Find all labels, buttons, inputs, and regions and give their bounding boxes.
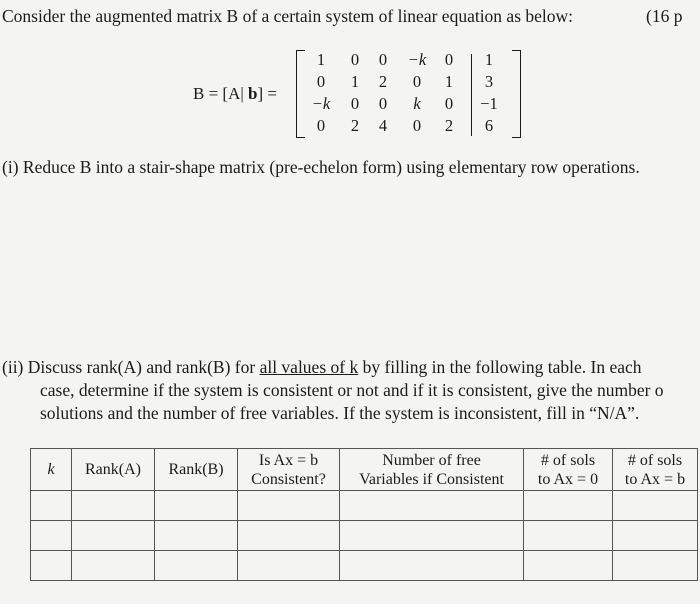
- matrix-entry: −1: [480, 94, 498, 113]
- part-ii-line-3: solutions and the number of free variables. If the system is inconsistent, fill in “N/A”.: [40, 403, 640, 423]
- matrix-entry: −k: [407, 50, 427, 69]
- table-cell[interactable]: [72, 551, 155, 581]
- table-cell[interactable]: [613, 551, 698, 581]
- header-free-vars-line-2: Variables if Consistent: [359, 470, 504, 488]
- header-free-vars-line-1: Number of free: [382, 451, 481, 469]
- part-ii-underlined: all values of k: [259, 357, 359, 377]
- matrix-entry: 0: [316, 116, 326, 135]
- points-label: (16 p: [646, 6, 683, 26]
- header-sols-ax0-line-1: # of sols: [540, 451, 596, 469]
- table-cell[interactable]: [340, 551, 524, 581]
- table-row: [31, 491, 698, 521]
- matrix-entry: 0: [412, 116, 422, 135]
- matrix-lhs-b: b: [248, 84, 258, 103]
- table-cell[interactable]: [340, 491, 524, 521]
- header-consistent: [238, 449, 340, 491]
- header-consistent-line-2: Consistent?: [251, 470, 326, 488]
- table-cell[interactable]: [72, 521, 155, 551]
- table-cell[interactable]: [155, 521, 238, 551]
- matrix-entry: 0: [350, 50, 360, 69]
- matrix-entry: 0: [412, 72, 422, 91]
- table-cell[interactable]: [238, 551, 340, 581]
- table-cell[interactable]: [524, 521, 613, 551]
- matrix-entry: 2: [350, 116, 360, 135]
- header-rank-a: Rank(A): [72, 449, 155, 491]
- part-ii-line-1-pre: (ii) Discuss rank(A) and rank(B) for: [2, 357, 260, 377]
- part-ii-line-1: [2, 357, 642, 378]
- matrix-entry: 1: [484, 50, 494, 69]
- table-cell[interactable]: [238, 521, 340, 551]
- rank-table: [30, 448, 698, 581]
- matrix-entry: 3: [484, 72, 494, 91]
- matrix-entry: 2: [378, 72, 388, 91]
- matrix-entry: 2: [444, 116, 454, 135]
- table-row: [31, 521, 698, 551]
- table-cell[interactable]: [31, 551, 72, 581]
- header-rank-b: Rank(B): [155, 449, 238, 491]
- header-free-vars: [340, 449, 524, 491]
- header-consistent-line-1: Is Ax = b: [258, 451, 319, 469]
- header-sols-axb-line-2: to Ax = b: [624, 470, 686, 488]
- table-cell[interactable]: [31, 491, 72, 521]
- intro-text: Consider the augmented matrix B of a certain system of linear equation as below:: [2, 6, 574, 26]
- part-i-text: (i) Reduce B into a stair-shape matrix (pre-echelon form) using elementary row operations.: [2, 157, 640, 177]
- augmented-matrix: [306, 50, 512, 138]
- matrix-entry: 0: [378, 50, 388, 69]
- matrix-left-bracket: [296, 50, 305, 138]
- matrix-entry: 1: [316, 50, 326, 69]
- table-cell[interactable]: [72, 491, 155, 521]
- matrix-lhs-prefix: B = [A|: [193, 84, 249, 103]
- part-ii-line-2: case, determine if the system is consistent or not and if it is consistent, give the number o: [40, 380, 664, 400]
- header-sols-axb-line-1: # of sols: [627, 451, 683, 469]
- matrix-entry: 6: [484, 116, 494, 135]
- table-cell[interactable]: [155, 491, 238, 521]
- table-cell[interactable]: [524, 491, 613, 521]
- table-cell[interactable]: [524, 551, 613, 581]
- matrix-equation-label: [193, 84, 277, 104]
- matrix-entry: 0: [444, 94, 454, 113]
- table-cell[interactable]: [31, 521, 72, 551]
- matrix-right-bracket: [512, 50, 521, 138]
- matrix-entry: 0: [316, 72, 326, 91]
- table-cell[interactable]: [613, 491, 698, 521]
- header-sols-axb: [613, 449, 698, 491]
- table-cell[interactable]: [340, 521, 524, 551]
- table-cell[interactable]: [238, 491, 340, 521]
- matrix-entry: 1: [444, 72, 454, 91]
- matrix-entry: k: [413, 94, 421, 113]
- matrix-lhs-suffix: ] =: [257, 84, 277, 103]
- table-cell[interactable]: [155, 551, 238, 581]
- table-cell[interactable]: [613, 521, 698, 551]
- header-sols-ax0-line-2: to Ax = 0: [537, 470, 599, 488]
- matrix-entry: 1: [350, 72, 360, 91]
- table-row: [31, 551, 698, 581]
- matrix-entry: 0: [444, 50, 454, 69]
- header-k: k: [31, 449, 72, 491]
- part-ii-line-1-post: by filling in the following table. In each: [358, 357, 642, 377]
- matrix-entry: −k: [311, 94, 331, 113]
- matrix-entry: 0: [350, 94, 360, 113]
- table-header-row: [31, 449, 698, 491]
- matrix-entry: 4: [378, 116, 388, 135]
- matrix-entry: 0: [378, 94, 388, 113]
- header-sols-ax0: [524, 449, 613, 491]
